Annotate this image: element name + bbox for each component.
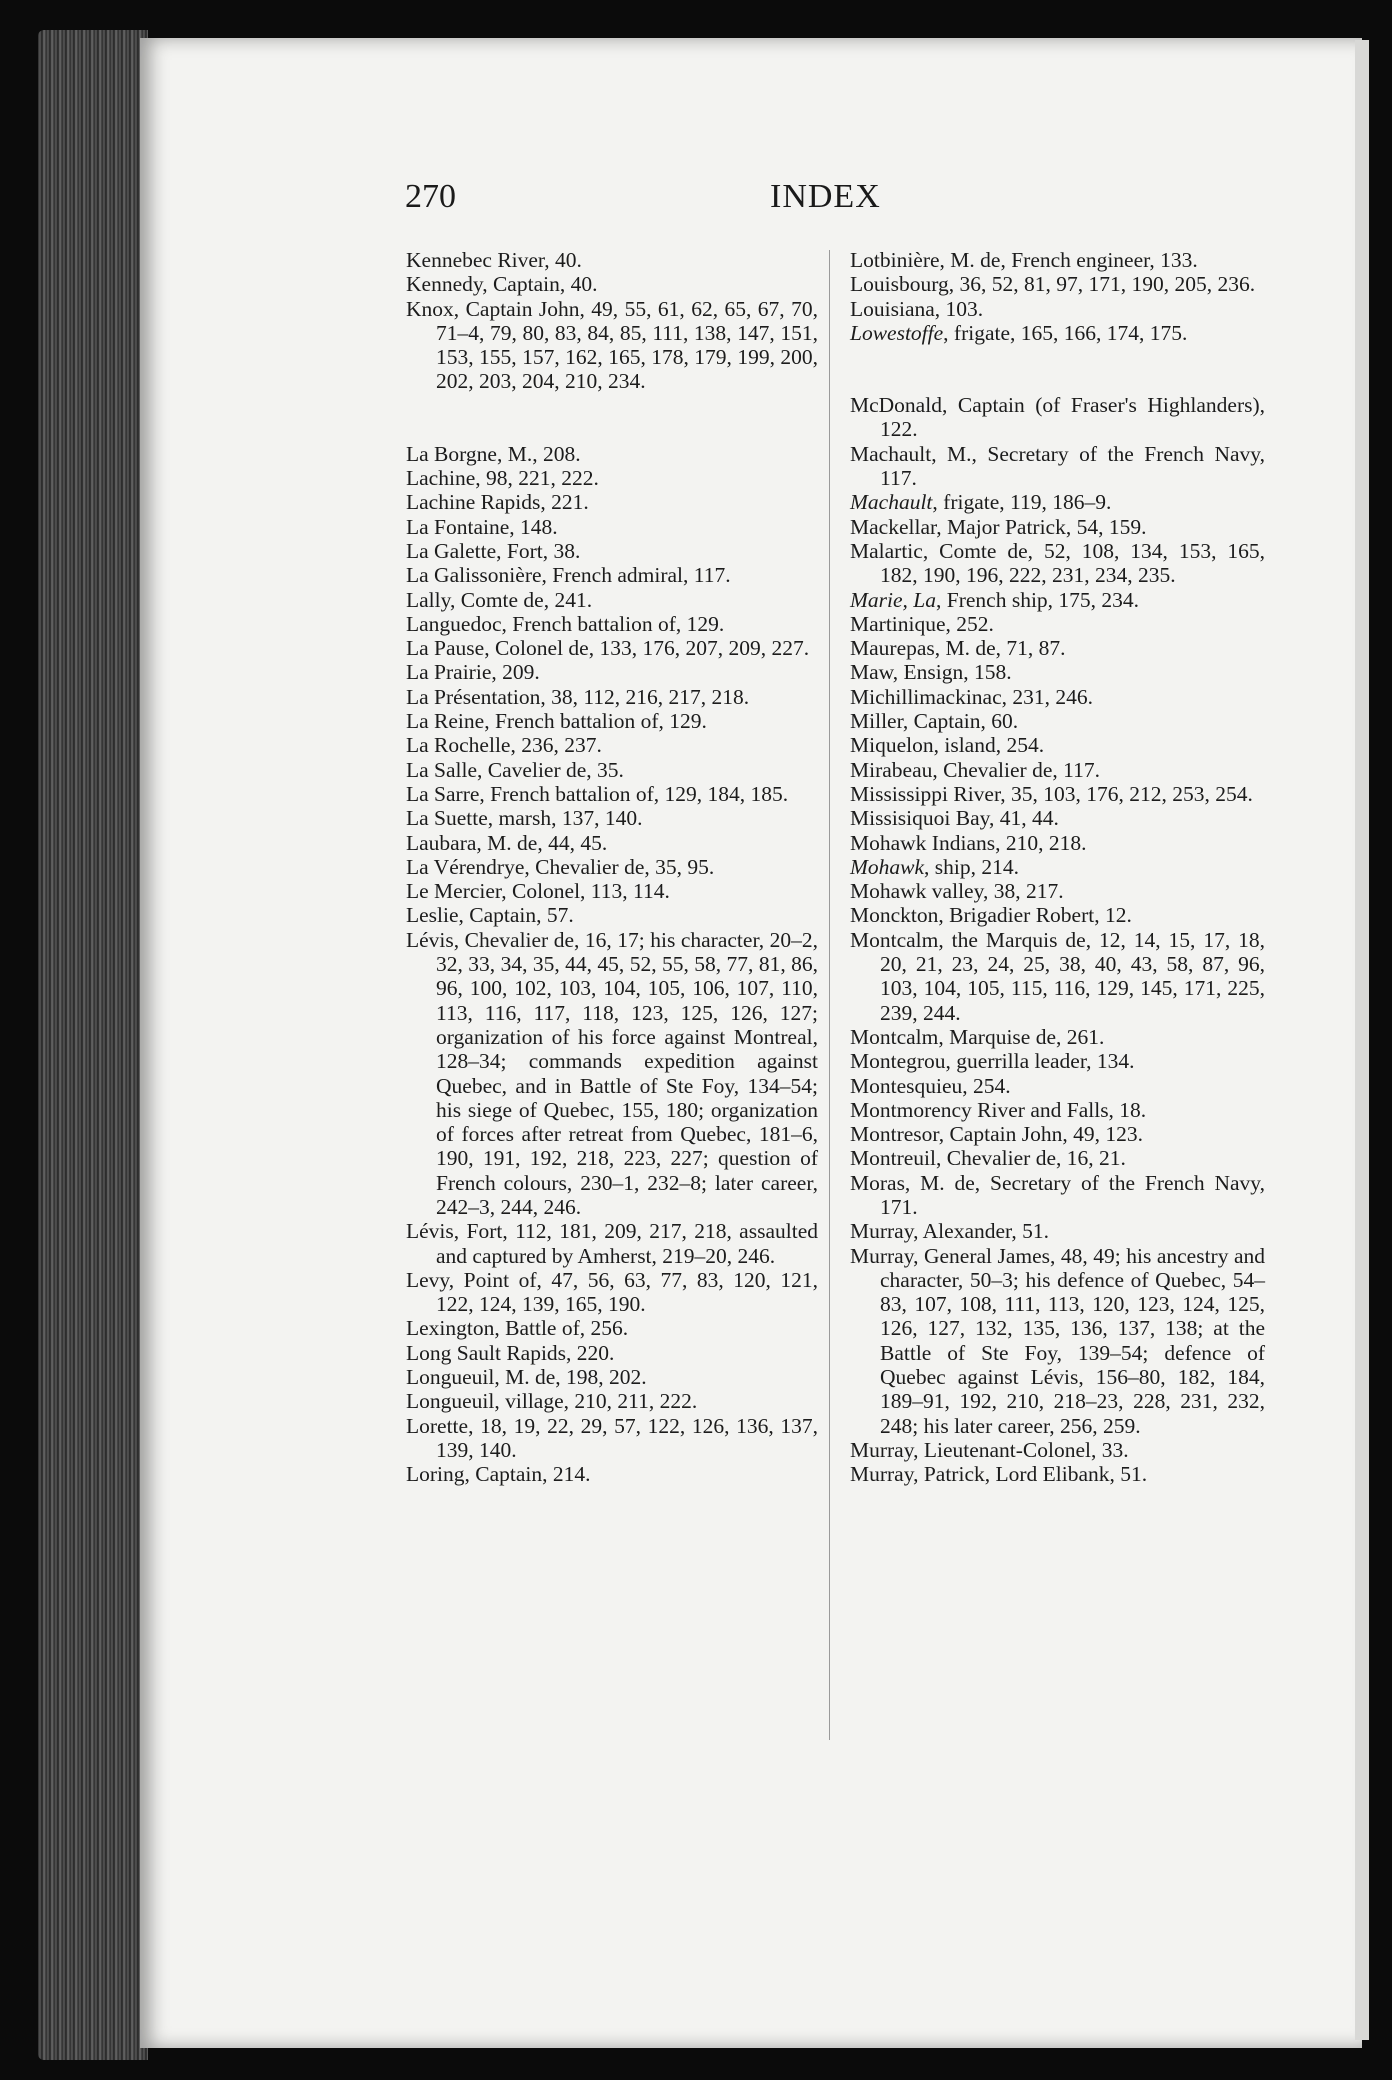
index-entry: La Pause, Colonel de, 133, 176, 207, 209, 227. — [406, 636, 810, 661]
index-entry: Mohawk Indians, 210, 218. — [850, 830, 1087, 855]
index-entry — [850, 321, 1265, 345]
index-entry: Lachine Rapids, 221. — [406, 490, 589, 515]
index-entry: Murray, Lieutenant-Colonel, 33. — [850, 1437, 1129, 1462]
entry-text: , frigate, 165, 166, 174, 175. — [943, 320, 1188, 345]
index-entry: Machault, M., Secretary of the French Navy, 117. — [850, 441, 1265, 491]
index-entry: Montegrou, guerrilla leader, 134. — [850, 1049, 1135, 1074]
index-entry: Kennedy, Captain, 40. — [406, 272, 598, 297]
index-entry: Monckton, Brigadier Robert, 12. — [850, 903, 1132, 928]
index-entry: McDonald, Captain (of Fraser's Highlanders), 122. — [850, 393, 1265, 442]
index-entry: Lévis, Chevalier de, 16, 17; his character, 20–2, 32, 33, 34, 35, 44, 45, 52, 55, 58, 77, 81, 86, 96, 100, 102, 103, 104, 105, 106, 107, 110, 113, 116, 117, 118, 123, 125, 126, 127; organization of his force against Montreal, 128–34; commands expedition against Quebec, and in Battle of Ste Foy, 134–54; his siege of Quebec, 155, 180; organization of forces after retreat from Quebec, 181–6, 190, 191, 192, 218, 223, 227; question of French colours, 230–1, 232–8; later career, 242–3, 244, 246. — [406, 927, 818, 1219]
index-entry: La Suette, marsh, 137, 140. — [406, 806, 643, 831]
index-entry: Knox, Captain John, 49, 55, 61, 62, 65, 67, 70, 71–4, 79, 80, 83, 84, 85, 111, 138, 147, 151, 153, 155, 157, 162, 165, 178, 179, 199, 200, 202, 203, 204, 210, 234. — [406, 296, 818, 394]
index-entry: Malartic, Comte de, 52, 108, 134, 153, 165, 182, 190, 196, 222, 231, 234, 235. — [850, 538, 1265, 588]
index-entry: Loring, Captain, 214. — [406, 1462, 591, 1487]
index-entry: Levy, Point of, 47, 56, 63, 77, 83, 120, 121, 122, 124, 139, 165, 190. — [406, 1267, 818, 1317]
index-entry: Miller, Captain, 60. — [850, 709, 1019, 734]
index-entry: Lachine, 98, 221, 222. — [406, 466, 599, 491]
index-entry: Miquelon, island, 254. — [850, 733, 1045, 758]
index-entry: Laubara, M. de, 44, 45. — [406, 830, 608, 855]
column-divider — [829, 250, 830, 1740]
index-entry: Moras, M. de, Secretary of the French Navy, 171. — [850, 1170, 1265, 1219]
entry-italic-title: Machault — [850, 490, 933, 515]
index-entry: Maw, Ensign, 158. — [850, 660, 1012, 685]
index-entry: Lotbinière, M. de, French engineer, 133. — [850, 248, 1198, 272]
index-entry: La Reine, French battalion of, 129. — [406, 709, 707, 734]
index-entry: La Sarre, French battalion of, 129, 184, 185. — [406, 781, 789, 806]
index-group-l — [406, 442, 818, 1487]
index-entry: Lally, Comte de, 241. — [406, 587, 593, 612]
index-entry: Murray, General James, 48, 49; his ancestry and character, 50–3; his defence of Quebec, 54–83, 107, 108, 111, 113, 120, 123, 124, 125, 126, 127, 132, 135, 136, 137, 138; at the Battle of Ste Foy, 139–54; defence of Quebec against Lévis, 156–80, 182, 184, 189–91, 192, 210, 218–23, 228, 231, 232, 248; his later career, 256, 259. — [850, 1243, 1265, 1438]
index-entry: Le Mercier, Colonel, 113, 114. — [406, 879, 670, 904]
index-entry: Louisiana, 103. — [850, 296, 984, 321]
page-number: 270 — [405, 178, 456, 215]
index-entry: Martinique, 252. — [850, 611, 994, 636]
index-entry — [850, 855, 1265, 879]
index-entry — [850, 588, 1265, 612]
index-entry: La Salle, Cavelier de, 35. — [406, 757, 624, 782]
index-group-l-cont — [850, 248, 1265, 345]
index-entry: Mississippi River, 35, 103, 176, 212, 253, 254. — [850, 781, 1253, 806]
index-entry: Murray, Alexander, 51. — [850, 1219, 1049, 1244]
index-entry: Montesquieu, 254. — [850, 1073, 1011, 1098]
index-entry: La Présentation, 38, 112, 216, 217, 218. — [406, 684, 750, 709]
index-entry: Longueuil, village, 210, 211, 222. — [406, 1389, 698, 1414]
index-entry: Montcalm, the Marquis de, 12, 14, 15, 17, 18, 20, 21, 23, 24, 25, 38, 40, 43, 58, 87, 96, 103, 104, 105, 115, 116, 129, 145, 171, 225, 239, 244. — [850, 927, 1265, 1025]
book-spine-edge — [38, 30, 148, 2060]
index-entry: Leslie, Captain, 57. — [406, 903, 574, 928]
group-gap — [406, 394, 818, 442]
index-group-k — [406, 248, 818, 394]
index-entry: La Rochelle, 236, 237. — [406, 733, 602, 758]
index-entry: Long Sault Rapids, 220. — [406, 1340, 615, 1365]
entry-italic-title: Mohawk — [850, 854, 925, 879]
entry-text: , ship, 214. — [924, 854, 1020, 879]
index-entry — [850, 490, 1265, 514]
index-entry: Kennebec River, 40. — [406, 248, 582, 272]
index-entry: Longueuil, M. de, 198, 202. — [406, 1365, 647, 1390]
index-entry: Lévis, Fort, 112, 181, 209, 217, 218, assaulted and captured by Amherst, 219–20, 246. — [406, 1219, 818, 1268]
index-entry: Michillimackinac, 231, 246. — [850, 684, 1094, 709]
entry-text: , frigate, 119, 186–9. — [932, 490, 1112, 515]
index-entry: Mackellar, Major Patrick, 54, 159. — [850, 514, 1147, 539]
index-column-left — [406, 248, 818, 1487]
index-entry: La Galette, Fort, 38. — [406, 538, 581, 563]
group-gap — [850, 345, 1265, 393]
index-entry: Languedoc, French battalion of, 129. — [406, 611, 725, 636]
index-column-right — [850, 248, 1265, 1487]
index-entry: La Galissonière, French admiral, 117. — [406, 563, 731, 588]
index-entry: La Prairie, 209. — [406, 660, 540, 685]
index-entry: Montresor, Captain John, 49, 123. — [850, 1122, 1143, 1147]
index-entry: La Vérendrye, Chevalier de, 35, 95. — [406, 854, 715, 879]
index-group-m — [850, 393, 1265, 1486]
index-entry: Montreuil, Chevalier de, 16, 21. — [850, 1146, 1126, 1171]
index-entry: Maurepas, M. de, 71, 87. — [850, 636, 1066, 661]
entry-italic-title: Lowestoffe — [850, 320, 944, 345]
page-right-edge — [1355, 40, 1369, 2040]
index-entry: La Borgne, M., 208. — [406, 441, 581, 466]
index-entry: Lorette, 18, 19, 22, 29, 57, 122, 126, 136, 137, 139, 140. — [406, 1413, 818, 1462]
index-entry: Lexington, Battle of, 256. — [406, 1316, 629, 1341]
running-title: INDEX — [770, 178, 881, 215]
index-entry: Montcalm, Marquise de, 261. — [850, 1024, 1105, 1049]
entry-italic-title: Marie, La — [850, 587, 936, 612]
index-entry: Missisiquoi Bay, 41, 44. — [850, 806, 1059, 831]
entry-text: , French ship, 175, 234. — [936, 587, 1140, 612]
index-entry: Mirabeau, Chevalier de, 117. — [850, 757, 1100, 782]
index-entry: Louisbourg, 36, 52, 81, 97, 171, 190, 205, 236. — [850, 272, 1256, 297]
index-entry: Mohawk valley, 38, 217. — [850, 879, 1064, 904]
page-header — [405, 178, 895, 218]
index-entry: Murray, Patrick, Lord Elibank, 51. — [850, 1462, 1148, 1487]
index-entry: Montmorency River and Falls, 18. — [850, 1097, 1147, 1122]
index-entry: La Fontaine, 148. — [406, 514, 558, 539]
